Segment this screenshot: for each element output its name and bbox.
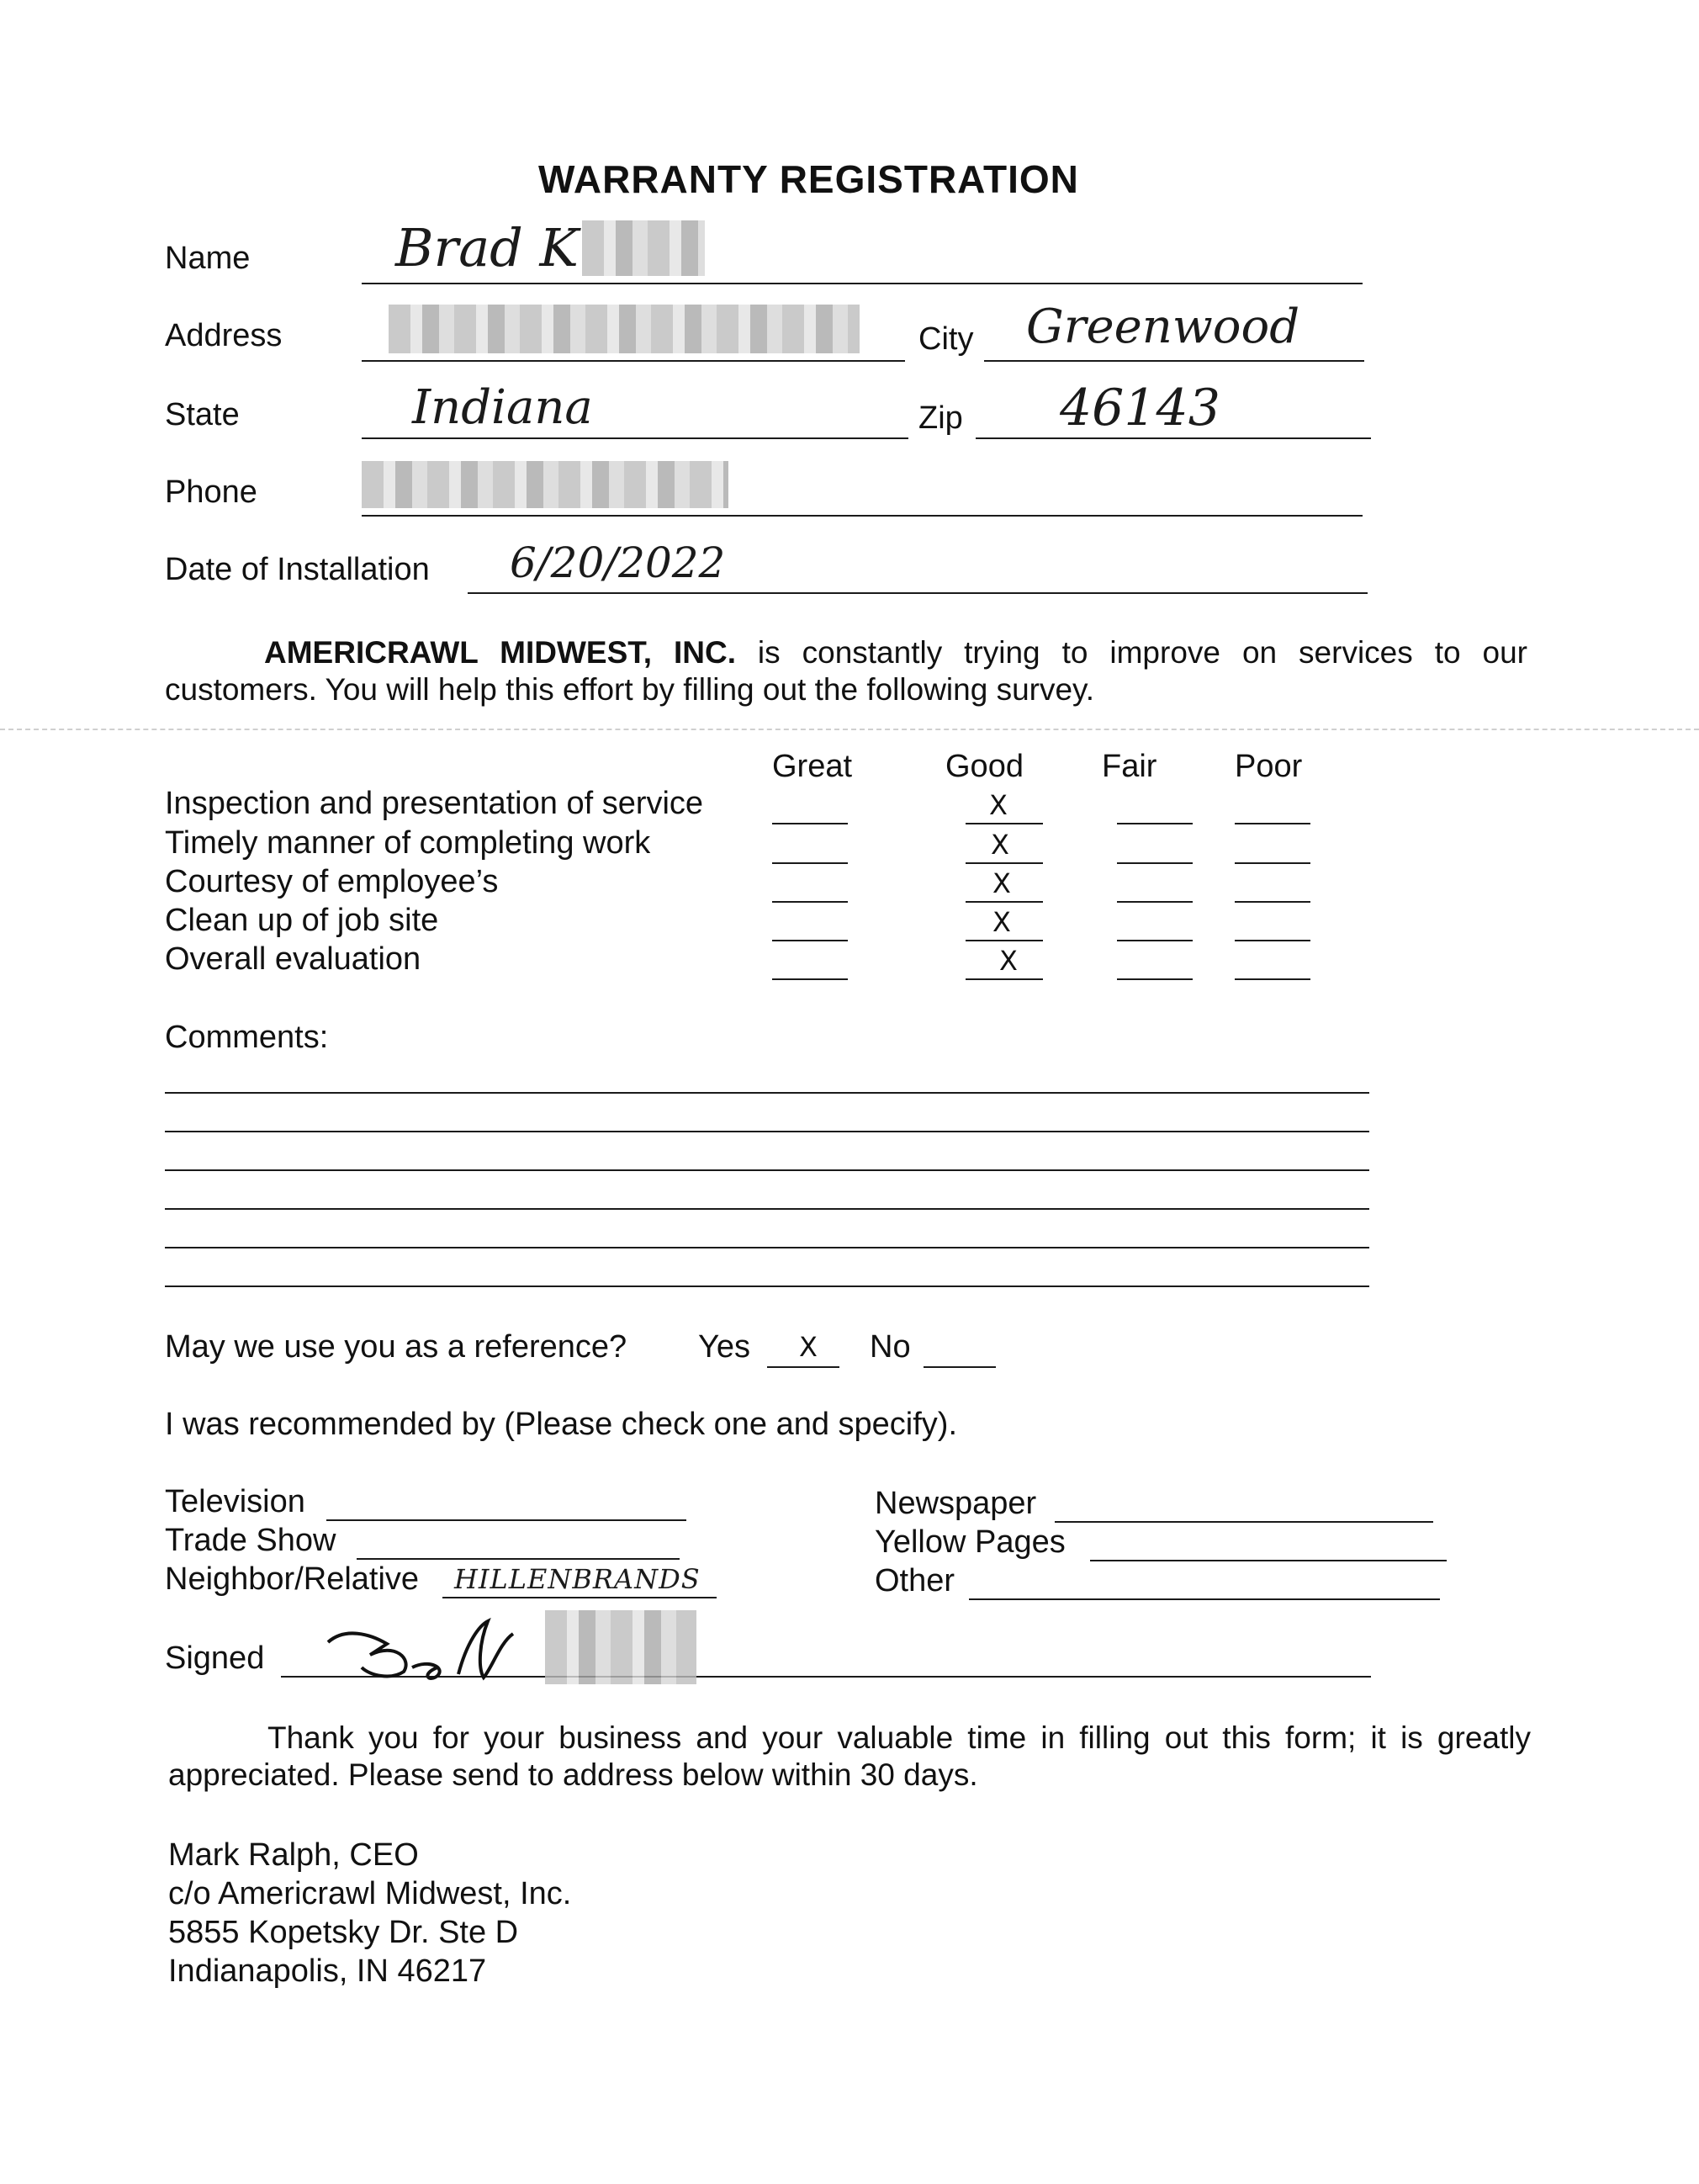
row3-great-blank[interactable] — [772, 901, 848, 903]
zip-value: 46143 — [1060, 379, 1220, 437]
reference-yes-mark: X — [799, 1331, 818, 1363]
row2-poor-blank[interactable] — [1235, 862, 1310, 864]
recommended-prompt: I was recommended by (Please check one and specify). — [165, 1407, 958, 1442]
zip-field[interactable] — [976, 437, 1371, 439]
reference-yes-label: Yes — [698, 1329, 750, 1365]
neighbor-value: HILLENBRANDS — [454, 1563, 701, 1595]
row1-fair-blank[interactable] — [1117, 823, 1193, 824]
city-field[interactable] — [984, 360, 1364, 362]
trade-show-field[interactable] — [357, 1558, 680, 1560]
survey-row-label: Timely manner of completing work — [165, 825, 651, 861]
date-field[interactable] — [468, 592, 1368, 594]
address-label: Address — [165, 318, 283, 353]
redacted-address — [389, 305, 860, 353]
trade-show-label: Trade Show — [165, 1523, 336, 1558]
reference-yes-blank[interactable] — [767, 1366, 839, 1368]
column-great: Great — [772, 749, 853, 784]
date-label: Date of Installation — [165, 552, 430, 587]
row1-great-blank[interactable] — [772, 823, 848, 824]
row5-poor-blank[interactable] — [1235, 978, 1310, 980]
row5-fair-blank[interactable] — [1117, 978, 1193, 980]
state-value: Indiana — [412, 380, 593, 435]
row2-good-blank[interactable] — [966, 862, 1043, 864]
row4-poor-blank[interactable] — [1235, 940, 1310, 941]
redacted-phone — [362, 461, 728, 508]
redacted-signature — [545, 1610, 696, 1684]
address-line: 5855 Kopetsky Dr. Ste D — [168, 1915, 519, 1950]
row1-good-mark: X — [989, 789, 1008, 821]
row2-good-mark: X — [991, 829, 1009, 861]
row4-good-blank[interactable] — [966, 940, 1043, 941]
newspaper-field[interactable] — [1055, 1521, 1433, 1523]
comments-label: Comments: — [165, 1020, 329, 1055]
form-title: WARRANTY REGISTRATION — [538, 157, 1079, 201]
column-fair: Fair — [1102, 749, 1157, 784]
address-line: Mark Ralph, CEO — [168, 1837, 419, 1873]
signature-scribble — [311, 1609, 564, 1693]
survey-row-label: Inspection and presentation of service — [165, 786, 704, 821]
comment-line[interactable] — [165, 1285, 1369, 1287]
row2-great-blank[interactable] — [772, 862, 848, 864]
phone-field[interactable] — [362, 515, 1363, 517]
survey-row-label: Overall evaluation — [165, 941, 421, 977]
intro-paragraph — [165, 634, 1527, 708]
comment-line[interactable] — [165, 1247, 1369, 1248]
row5-good-mark: X — [999, 945, 1018, 977]
thanks-paragraph: Thank you for your business and your valuable time in filling out this form; it is greatly appreciated. Please send to address below within 30 days. — [168, 1720, 1531, 1792]
other-label: Other — [875, 1563, 955, 1598]
address-line: c/o Americrawl Midwest, Inc. — [168, 1876, 572, 1911]
yellow-pages-field[interactable] — [1090, 1560, 1447, 1561]
state-field[interactable] — [362, 437, 908, 439]
row5-good-blank[interactable] — [966, 978, 1043, 980]
survey-row-label: Clean up of job site — [165, 903, 439, 938]
comment-line[interactable] — [165, 1169, 1369, 1171]
state-label: State — [165, 397, 240, 432]
row3-good-blank[interactable] — [966, 901, 1043, 903]
other-field[interactable] — [969, 1598, 1440, 1600]
comment-line[interactable] — [165, 1131, 1369, 1132]
comment-line[interactable] — [165, 1092, 1369, 1094]
column-good: Good — [945, 749, 1024, 784]
scan-artifact-line — [0, 729, 1699, 730]
address-field[interactable] — [362, 360, 905, 362]
intro-text: is constantly trying to improve on services to our customers. You will help this effort by filling out the following survey. — [165, 635, 1527, 707]
signed-label: Signed — [165, 1641, 265, 1676]
television-field[interactable] — [326, 1519, 686, 1521]
newspaper-label: Newspaper — [875, 1486, 1037, 1521]
neighbor-label: Neighbor/Relative — [165, 1561, 420, 1597]
row5-great-blank[interactable] — [772, 978, 848, 980]
city-value: Greenwood — [1026, 300, 1300, 354]
survey-row-label: Courtesy of employee’s — [165, 864, 499, 899]
row3-poor-blank[interactable] — [1235, 901, 1310, 903]
redacted-name — [582, 220, 705, 276]
zip-label: Zip — [918, 400, 963, 436]
phone-label: Phone — [165, 474, 257, 510]
row2-fair-blank[interactable] — [1117, 862, 1193, 864]
address-line: Indianapolis, IN 46217 — [168, 1953, 487, 1989]
reference-no-label: No — [870, 1329, 911, 1365]
city-label: City — [918, 321, 974, 357]
row3-good-mark: X — [992, 867, 1011, 899]
yellow-pages-label: Yellow Pages — [875, 1524, 1066, 1560]
date-value: 6/20/2022 — [510, 538, 726, 587]
name-label: Name — [165, 241, 251, 276]
reference-question: May we use you as a reference? — [165, 1329, 627, 1365]
television-label: Television — [165, 1484, 305, 1519]
name-value: Brad K — [395, 217, 579, 278]
column-poor: Poor — [1235, 749, 1303, 784]
row3-fair-blank[interactable] — [1117, 901, 1193, 903]
neighbor-field[interactable] — [442, 1597, 717, 1598]
company-name: AMERICRAWL MIDWEST, INC. — [264, 635, 736, 670]
row4-great-blank[interactable] — [772, 940, 848, 941]
row1-good-blank[interactable] — [966, 823, 1043, 824]
name-field[interactable] — [362, 283, 1363, 284]
row1-poor-blank[interactable] — [1235, 823, 1310, 824]
mailing-address — [168, 1836, 571, 1991]
comment-line[interactable] — [165, 1208, 1369, 1210]
row4-good-mark: X — [992, 906, 1011, 938]
row4-fair-blank[interactable] — [1117, 940, 1193, 941]
reference-no-blank[interactable] — [924, 1366, 996, 1368]
